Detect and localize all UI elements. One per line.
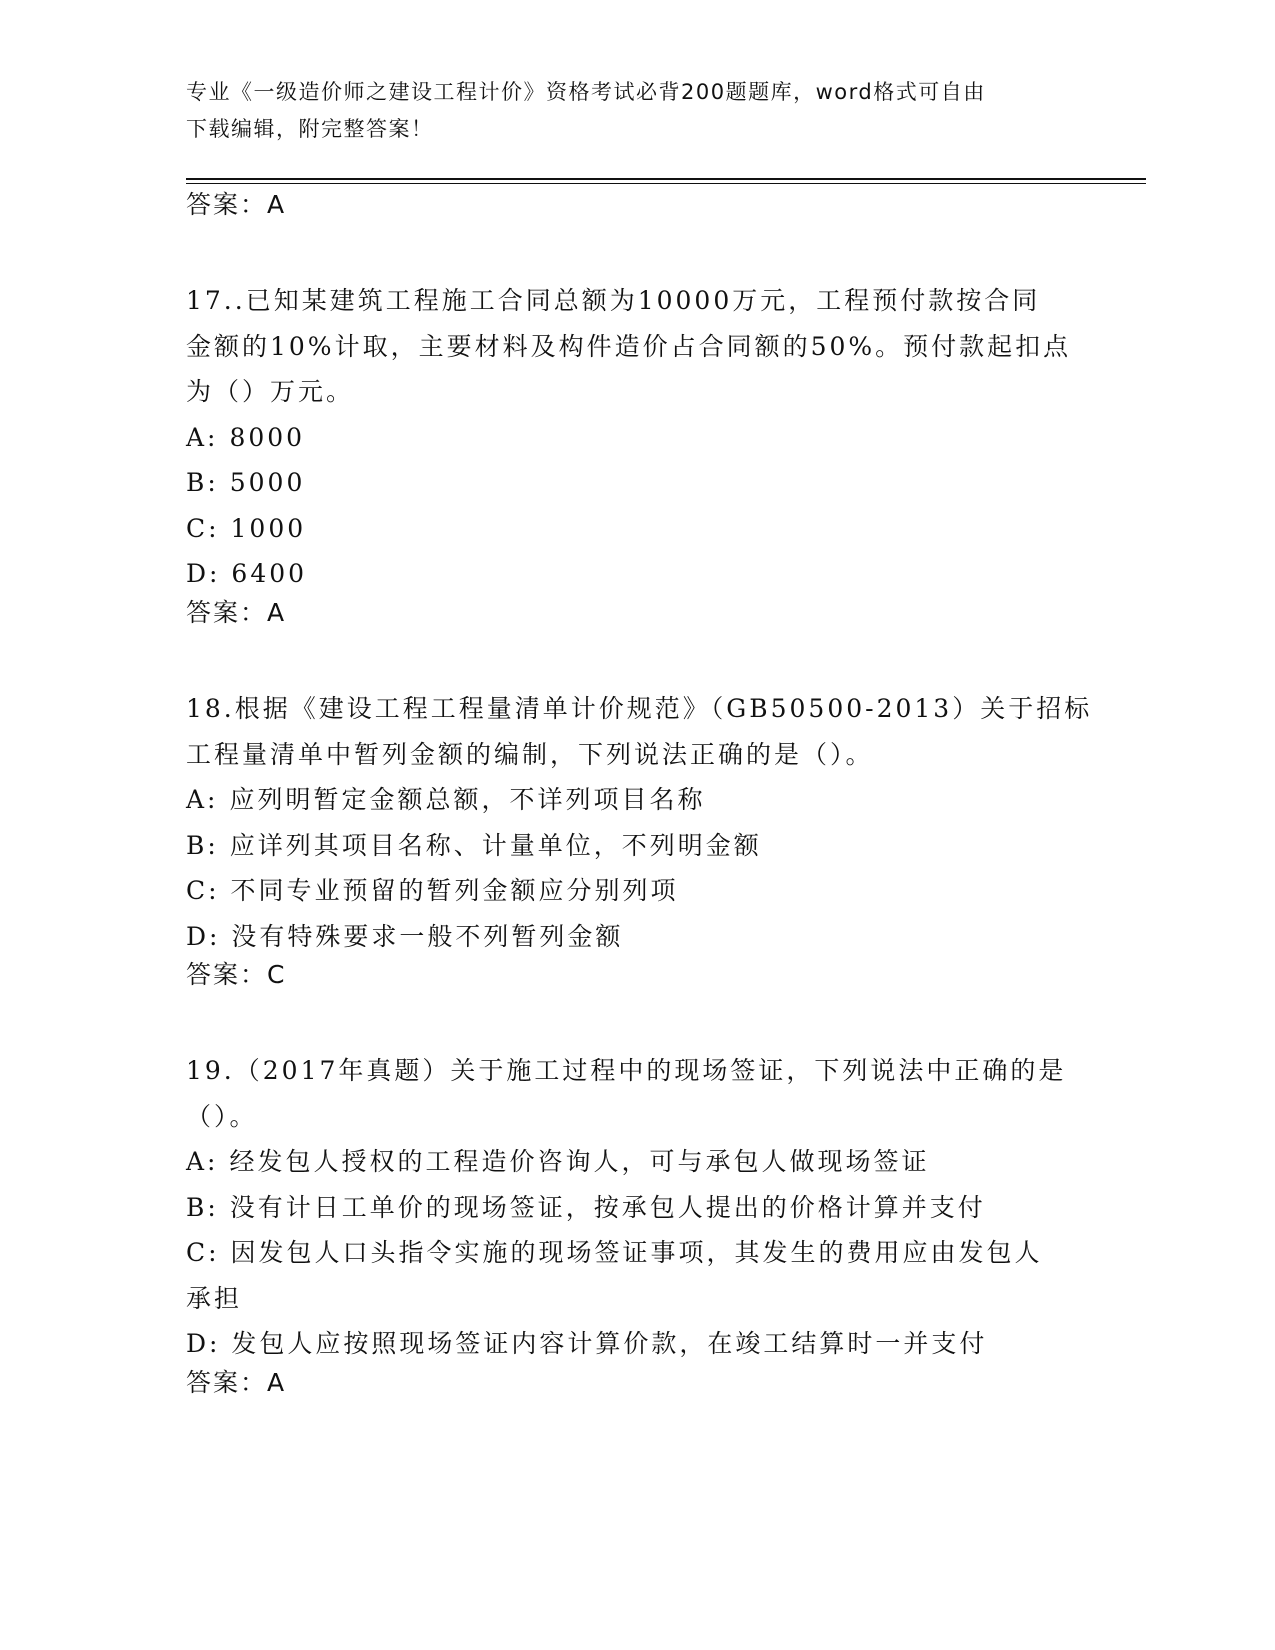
option-text: 承担 [186, 1283, 243, 1313]
option-text: 没有计日工单价的现场签证，按承包人提出的价格计算并支付 [229, 1192, 986, 1222]
question-18-line-2: 工程量清单中暂列金额的编制，下列说法正确的是（）。 [186, 739, 874, 769]
option-text: 应详列其项目名称、计量单位，不列明金额 [229, 830, 762, 860]
option-text: 经发包人授权的工程造价咨询人，可与承包人做现场签证 [229, 1147, 930, 1176]
option-label: B: [186, 468, 219, 497]
option-b [186, 460, 1086, 506]
question-18-line-1: 18.根据《建设工程工程量清单计价规范》（GB50500-2013）关于招标 [186, 694, 1093, 723]
option-text: 1000 [230, 513, 307, 543]
option-label: C: [186, 876, 220, 905]
question-17 [186, 278, 1086, 597]
header-rule-thick [186, 178, 1146, 180]
option-label: B: [186, 830, 219, 860]
question-19-line-1: 19.（2017年真题）关于施工过程中的现场签证，下列说法中正确的是 [186, 1056, 1067, 1085]
answer-top: 答案：A [186, 190, 287, 219]
option-a [186, 415, 1086, 461]
page-header [186, 74, 1086, 148]
option-text: 不同专业预留的暂列金额应分别列项 [230, 876, 679, 905]
option-text: 因发包人口头指令实施的现场签证事项，其发生的费用应由发包人 [230, 1238, 1043, 1267]
option-text: 发包人应按照现场签证内容计算价款，在竣工结算时一并支付 [231, 1329, 988, 1358]
answer-17: 答案：A [186, 598, 287, 627]
answer-18: 答案：C [186, 960, 287, 989]
option-a [186, 777, 1086, 823]
option-label: B: [186, 1192, 219, 1222]
option-c-continued [186, 1276, 1086, 1322]
option-c [186, 1230, 1086, 1276]
question-17-line-1: 17..已知某建筑工程施工合同总额为10000万元，工程预付款按合同 [186, 286, 1041, 315]
option-text: 应列明暂定金额总额，不详列项目名称 [229, 785, 706, 814]
option-label: C: [186, 1238, 220, 1267]
option-d [186, 914, 1086, 960]
answer-19: 答案：A [186, 1368, 287, 1397]
option-label: A: [186, 1147, 219, 1176]
option-label: C: [186, 513, 220, 543]
header-rule-thin [186, 183, 1146, 184]
option-label: D: [186, 1329, 221, 1358]
question-17-line-2: 金额的10%计取，主要材料及构件造价占合同额的50%。预付款起扣点 [186, 331, 1072, 361]
option-a [186, 1139, 1086, 1185]
header-line-2: 下载编辑，附完整答案！ [186, 117, 434, 141]
option-text: 8000 [229, 422, 306, 452]
option-d [186, 1321, 1086, 1367]
question-19 [186, 1048, 1086, 1367]
option-text: 5000 [229, 468, 306, 497]
option-label: A: [186, 422, 219, 452]
question-18 [186, 686, 1093, 959]
question-17-line-3: 为（）万元。 [186, 377, 355, 406]
question-19-line-2: （）。 [186, 1101, 258, 1131]
header-line-1: 专业《一级造价师之建设工程计价》资格考试必背200题题库，word格式可自由 [186, 80, 986, 104]
option-b [186, 823, 1086, 869]
option-label: A: [186, 785, 219, 814]
option-text: 6400 [231, 559, 308, 588]
option-c [186, 868, 1086, 914]
option-b [186, 1185, 1086, 1231]
option-c [186, 506, 1086, 552]
option-d [186, 551, 1086, 597]
option-label: D: [186, 921, 221, 951]
option-text: 没有特殊要求一般不列暂列金额 [231, 921, 624, 951]
option-label: D: [186, 559, 221, 588]
